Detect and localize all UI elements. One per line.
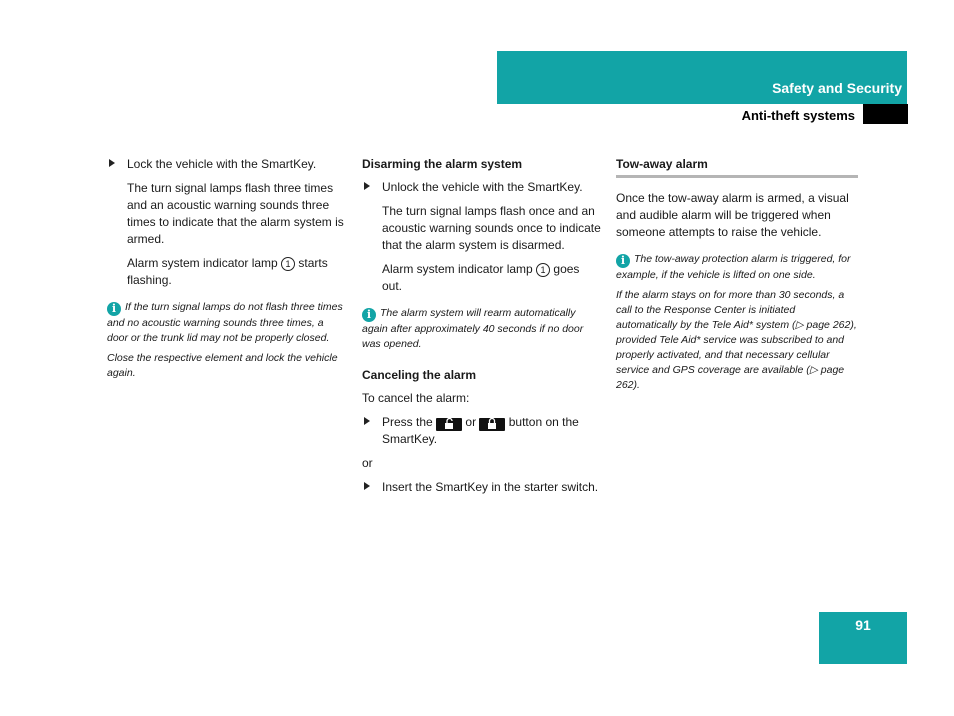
paragraph-indicator-lamp [107, 255, 347, 289]
paragraph: To cancel the alarm: [362, 391, 470, 405]
text: or [465, 415, 477, 429]
info-note [362, 306, 602, 352]
bullet-arrow-icon [364, 182, 370, 190]
paragraph: The turn signal lamps flash once and an acoustic warning sounds once to indicate that the alarm system is disarmed. [382, 204, 601, 252]
info-icon: i [616, 254, 630, 268]
note-text: The tow-away protection alarm is triggered, for example, if the vehicle is lifted on one side. [616, 253, 851, 281]
text: Alarm system indicator lamp [382, 262, 533, 276]
heading-canceling: Canceling the alarm [362, 368, 477, 382]
lock-key-icon [479, 418, 505, 431]
subsection-title: Anti-theft systems [741, 108, 855, 123]
text: Press the [382, 415, 433, 429]
header-bar [497, 51, 907, 104]
heading-disarming: Disarming the alarm system [362, 157, 523, 171]
paragraph-indicator-lamp [362, 261, 602, 295]
note-text-secondary: If the alarm stays on for more than 30 seconds, a call to the Response Center is initiated automatically by the Tele Aid* system (▷ page 262), provided Tele Aid* service was subscribed to and properly activated, and that necessary cellular service and GPS coverage are available (▷ page 262). [616, 289, 857, 391]
info-icon: i [107, 302, 121, 316]
paragraph: Once the tow-away alarm is armed, a visual and audible alarm will be triggered when someone attempts to raise the vehicle. [616, 191, 849, 239]
bullet-lock-vehicle [107, 156, 347, 173]
bullet-arrow-icon [109, 159, 115, 167]
column-2 [362, 156, 602, 503]
column-1 [107, 156, 347, 386]
heading-tow-away: Tow-away alarm [616, 156, 858, 178]
note-text: The alarm system will rearm automatically again after approximately 40 seconds if no door was opened. [362, 307, 584, 350]
bullet-insert-key [362, 479, 602, 496]
bullet-text: Lock the vehicle with the SmartKey. [127, 157, 317, 171]
page-number-box [819, 612, 907, 664]
column-3 [616, 156, 858, 398]
page-number: 91 [855, 617, 871, 633]
bullet-unlock-vehicle [362, 179, 602, 196]
header-tab-marker [863, 104, 908, 124]
unlock-key-icon [436, 418, 462, 431]
text: starts flashing. [127, 256, 328, 287]
note-text: If the turn signal lamps do not flash three times and no acoustic warning sounds three times, a door or the trunk lid may not be properly closed. [107, 301, 343, 344]
bullet-arrow-icon [364, 417, 370, 425]
note-text-secondary: Close the respective element and lock the vehicle again. [107, 352, 338, 379]
bullet-press-button [362, 414, 602, 448]
info-note [107, 300, 347, 346]
indicator-number-icon: 1 [281, 257, 295, 271]
bullet-text: Insert the SmartKey in the starter switch. [382, 480, 599, 494]
paragraph: The turn signal lamps flash three times and an acoustic warning sounds three times to indicate that the alarm system is armed. [127, 181, 344, 246]
info-icon: i [362, 308, 376, 322]
text: button on the SmartKey. [382, 415, 579, 446]
paragraph-or: or [362, 456, 373, 470]
indicator-number-icon: 1 [536, 263, 550, 277]
bullet-text: Unlock the vehicle with the SmartKey. [382, 180, 583, 194]
section-title: Safety and Security [772, 80, 902, 96]
info-note [616, 252, 858, 283]
bullet-arrow-icon [364, 482, 370, 490]
text: goes out. [382, 262, 580, 293]
text: Alarm system indicator lamp [127, 256, 278, 270]
